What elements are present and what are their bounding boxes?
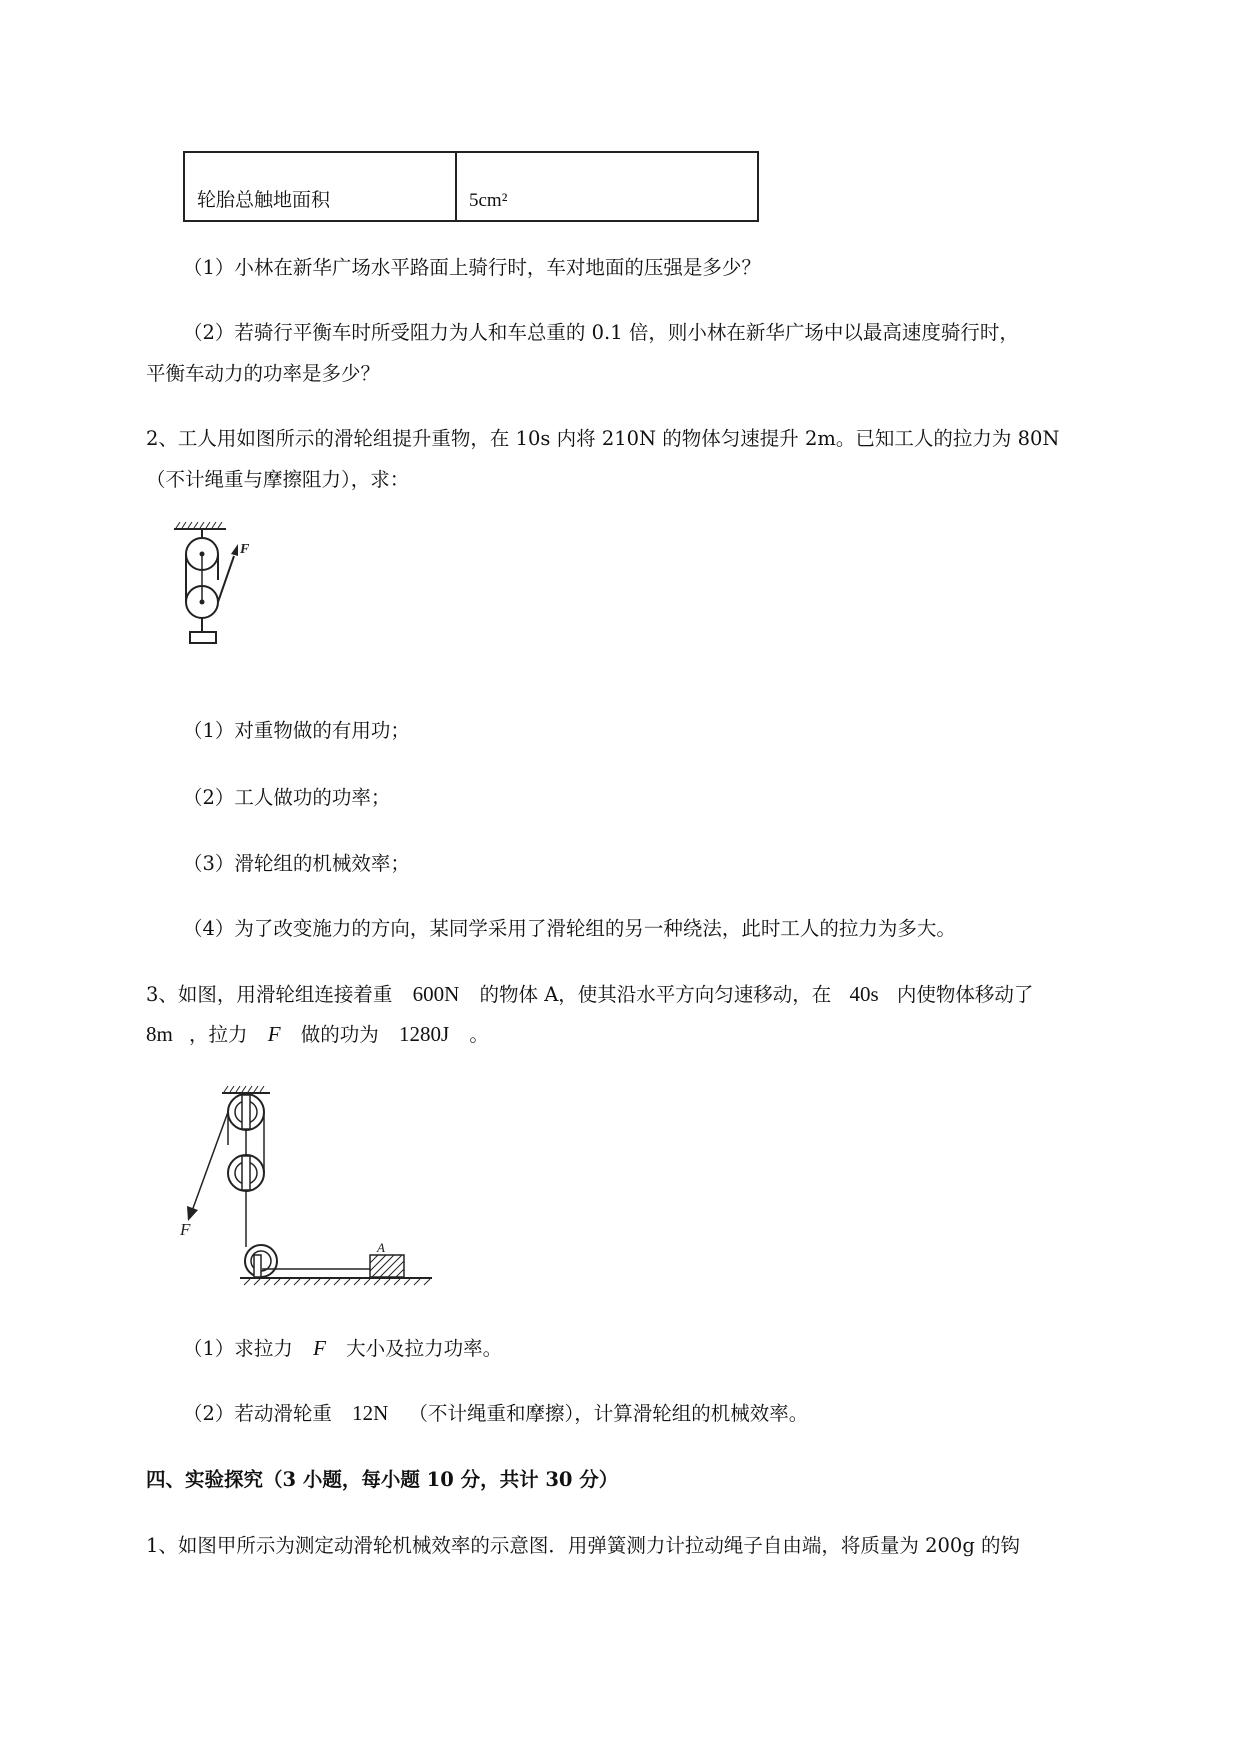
q2-line1: 2、工人用如图所示的滑轮组提升重物，在 10s 内将 210N 的物体匀速提升 2m。已知工人的拉力为 80N xyxy=(146,427,1060,450)
q2-sub3: （3）滑轮组的机械效率； xyxy=(183,852,410,875)
q3-sub1-part2: 大小及拉力功率。 xyxy=(346,1337,503,1360)
q1-sub1: （1）小林在新华广场水平路面上骑行时，车对地面的压强是多少？ xyxy=(183,256,761,279)
q3-sub2-part1: （2）若动滑轮重 xyxy=(183,1402,332,1425)
q2-line2: （不计绳重与摩擦阻力），求： xyxy=(146,468,410,491)
q3-sub1-part1: （1）求拉力 xyxy=(183,1337,293,1360)
q3-line2-part2: 做的功为 xyxy=(300,1023,379,1046)
q2-sub4: （4）为了改变施力的方向，某同学采用了滑轮组的另一种绕法，此时工人的拉力为多大。 xyxy=(183,917,956,940)
q3-sub2-part2: （不计绳重和摩擦），计算滑轮组的机械效率。 xyxy=(408,1402,809,1425)
q3-figure-force-label: F xyxy=(180,1220,191,1239)
q3-time: 40s xyxy=(849,982,879,1006)
q3-line1-part2: 的物体 A，使其沿水平方向匀速移动，在 xyxy=(479,983,832,1006)
q3-line1 xyxy=(146,980,1033,1009)
q3-line1-part3: 内使物体移动了 xyxy=(896,983,1034,1006)
q2-pulley-figure xyxy=(168,520,258,650)
q3-line2-part1: ，拉力 xyxy=(189,1023,248,1046)
section4-heading: 四、实验探究（3 小题，每小题 10 分，共计 30 分） xyxy=(146,1468,619,1491)
q1-sub2-line2: 平衡车动力的功率是多少？ xyxy=(146,362,381,385)
q1-sub2-line1: （2）若骑行平衡车时所受阻力为人和车总重的 0.1 倍，则小林在新华广场中以最高速度骑行时， xyxy=(183,321,1019,344)
q2-figure-force-label: F xyxy=(240,542,250,557)
q3-sub1-force: F xyxy=(313,1336,326,1360)
q3-line1-part1: 3、如图，用滑轮组连接着重 xyxy=(146,983,393,1006)
q3-distance: 8m xyxy=(146,1022,173,1046)
q3-force-symbol: F xyxy=(267,1022,281,1046)
q3-sub2 xyxy=(183,1399,808,1428)
q3-weight: 600N xyxy=(412,982,460,1006)
q3-sub2-weight: 12N xyxy=(352,1401,389,1425)
table-cell-value: 5cm² xyxy=(469,190,508,211)
q3-work: 1280J xyxy=(399,1022,450,1046)
section4-q1-line1: 1、如图甲所示为测定动滑轮机械效率的示意图．用弹簧测力计拉动绳子自由端，将质量为 200g 的钩 xyxy=(146,1534,1021,1557)
q3-line2 xyxy=(146,1020,489,1049)
q3-pulley-figure xyxy=(170,1085,440,1290)
q2-sub1: （1）对重物做的有用功； xyxy=(183,719,410,742)
q3-figure-block-label: A xyxy=(377,1240,385,1255)
q3-line2-part3: 。 xyxy=(469,1023,489,1046)
table-cell-label: 轮胎总触地面积 xyxy=(185,153,457,220)
spec-table xyxy=(183,151,759,222)
q3-sub1 xyxy=(183,1334,502,1363)
q2-sub2: （2）工人做功的功率； xyxy=(183,786,391,809)
